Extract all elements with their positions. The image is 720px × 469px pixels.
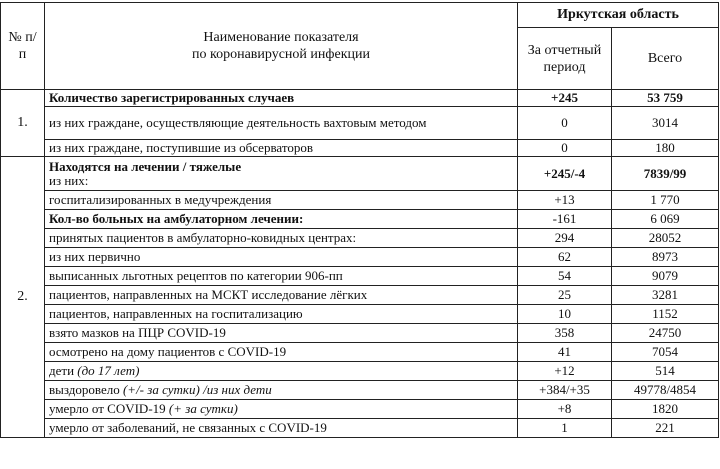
under-treatment-title: Находятся на лечении / тяжелые	[49, 158, 242, 174]
children-label-text: дети	[49, 363, 75, 378]
header-name-line1: Наименование показателя	[203, 30, 359, 45]
home-visits-label: осмотрено на дому пациентов с COVID-19	[45, 343, 518, 362]
observatory-label: из них граждане, поступившие из обсерваторов	[45, 140, 518, 157]
under-treatment-total: 7839/99	[612, 157, 719, 191]
deaths-other-label: умерло от заболеваний, не связанных с COVID-19	[45, 419, 518, 438]
hospitalized-period: +13	[518, 191, 612, 210]
header-region: Иркутская область	[518, 3, 719, 28]
deaths-covid-period: +8	[518, 400, 612, 419]
recovered-label-text: выздоровело	[49, 382, 120, 397]
deaths-covid-total: 1820	[612, 400, 719, 419]
deaths-covid-label	[45, 400, 518, 419]
under-treatment-sublabel: из них:	[49, 172, 89, 188]
covid-centers-period: 294	[518, 229, 612, 248]
deaths-covid-label-text: умерло от COVID-19	[49, 401, 166, 416]
registered-cases-period: +245	[518, 90, 612, 107]
header-number: № п/п	[1, 3, 45, 90]
children-label-note: (до 17 лет)	[77, 363, 140, 378]
registered-cases-label: Количество зарегистрированных случаев	[45, 90, 518, 107]
deaths-other-total: 221	[612, 419, 719, 438]
mskt-period: 25	[518, 286, 612, 305]
home-visits-total: 7054	[612, 343, 719, 362]
header-total: Всего	[612, 28, 719, 90]
pcr-swabs-label: взято мазков на ПЦР COVID-19	[45, 324, 518, 343]
covid-centers-total: 28052	[612, 229, 719, 248]
primary-period: 62	[518, 248, 612, 267]
recovered-label-note: (+/- за сутки) /из них дети	[122, 382, 272, 397]
observatory-period: 0	[518, 140, 612, 157]
hospitalized-label: госпитализированных в медучреждения	[45, 191, 518, 210]
observatory-total: 180	[612, 140, 719, 157]
outpatient-total: 6 069	[612, 210, 719, 229]
primary-label: из них первично	[45, 248, 518, 267]
covid-statistics-table	[0, 2, 719, 438]
shift-workers-label: из них граждане, осуществляющие деятельность вахтовым методом	[45, 107, 518, 140]
children-period: +12	[518, 362, 612, 381]
home-visits-period: 41	[518, 343, 612, 362]
hospitalized-total: 1 770	[612, 191, 719, 210]
section2-number: 2.	[1, 157, 45, 438]
covid-centers-label: принятых пациентов в амбулаторно-ковидных центрах:	[45, 229, 518, 248]
header-period: За отчетный период	[518, 28, 612, 90]
shift-workers-period: 0	[518, 107, 612, 140]
registered-cases-total: 53 759	[612, 90, 719, 107]
referred-hospitalization-label: пациентов, направленных на госпитализацию	[45, 305, 518, 324]
under-treatment-label	[45, 157, 518, 191]
recovered-total: 49778/4854	[612, 381, 719, 400]
outpatient-label: Кол-во больных на амбулаторном лечении:	[45, 210, 518, 229]
section1-number: 1.	[1, 90, 45, 157]
shift-workers-total: 3014	[612, 107, 719, 140]
pcr-swabs-period: 358	[518, 324, 612, 343]
prescriptions-period: 54	[518, 267, 612, 286]
prescriptions-label: выписанных льготных рецептов по категории 906-пп	[45, 267, 518, 286]
prescriptions-total: 9079	[612, 267, 719, 286]
referred-hospitalization-total: 1152	[612, 305, 719, 324]
deaths-covid-label-note: (+ за сутки)	[168, 401, 238, 416]
recovered-period: +384/+35	[518, 381, 612, 400]
pcr-swabs-total: 24750	[612, 324, 719, 343]
children-label	[45, 362, 518, 381]
recovered-label	[45, 381, 518, 400]
under-treatment-period: +245/-4	[518, 157, 612, 191]
header-name-line2: по коронавирусной инфекции	[192, 47, 370, 62]
mskt-total: 3281	[612, 286, 719, 305]
children-total: 514	[612, 362, 719, 381]
header-indicator-name	[45, 3, 518, 90]
referred-hospitalization-period: 10	[518, 305, 612, 324]
outpatient-period: -161	[518, 210, 612, 229]
primary-total: 8973	[612, 248, 719, 267]
mskt-label: пациентов, направленных на МСКТ исследование лёгких	[45, 286, 518, 305]
deaths-other-period: 1	[518, 419, 612, 438]
